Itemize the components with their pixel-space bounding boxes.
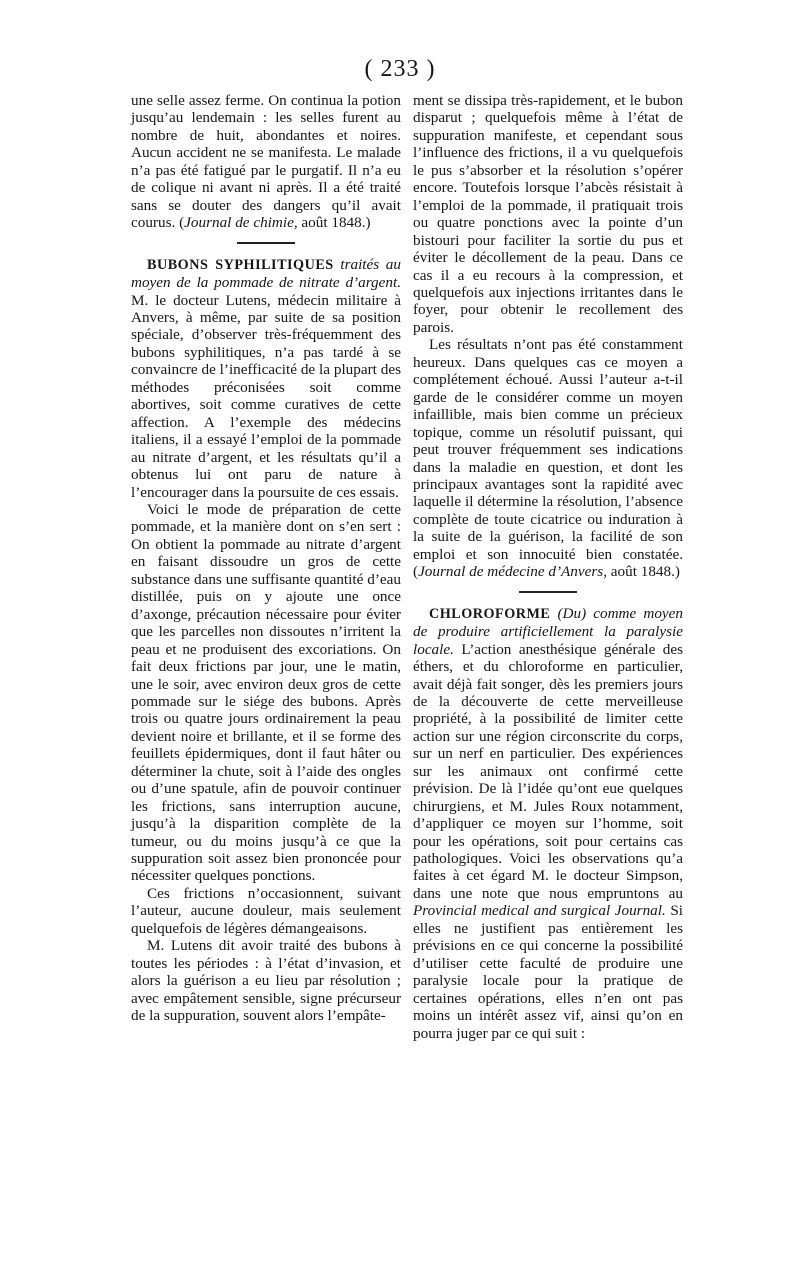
paragraph-continuation: ment se dissipa très-rapidement, et le bubon disparut ; quelquefois même à l’état de suppuration manifeste, et cependant sous l’influence des frictions, il a vu quelquefois le pus s’absorber et la résolution s’opérer encore. Toutefois lorsque l’abcès résistait à l’emploi de la pommade, il pratiquait trois ou quatre ponctions avec la pointe d’un bistouri pour faciliter la sortie du pus et éviter le décollement de la peau. Dans ce cas il a eu recours à la compression, et quelquefois aux injections irritantes dans le foyer, pour obtenir le recollement des parois. — [413, 92, 683, 336]
right-column — [413, 92, 683, 1042]
page-number: ( 233 ) — [364, 56, 436, 82]
paragraph: Ces frictions n’occasionnent, suivant l’auteur, aucune douleur, mais seulement quelquefois de légères démangeaisons. — [131, 884, 401, 937]
paragraph-text: Les résultats n’ont pas été constamment heureux. Dans quelques cas ce moyen a complétement échoué. Aussi l’auteur a-t-il garde de le considérer comme un moyen infaillible, mais bien comme un précieux topique, comme un résolutif puissant, qui peut trouver fréquemment ses indications dans la maladie en question, et dont les principaux avantages sont la rapidité avec laquelle il détermine la résolution, l’absence complète de toute cicatrice ou induration à la suite de la guérison, la facilité de son emploi et son innocuité bien constatée. ( — [413, 336, 683, 581]
article-text: M. le docteur Lutens, médecin militaire à Anvers, à même, par suite de sa position spéciale, d’observer très-fréquemment des bubons syphilitiques, n’a pas tardé à se convaincre de l’inefficacité de la plupart des méthodes préconisées soit comme abortives, soit comme curatives de cette affection. A l’exemple des médecins italiens, il a essayé l’emploi de la pommade au nitrate d’argent, et les résultats qu’il a obtenus lui ont paru de nature à l’encourager dans la poursuite de ces essais. — [131, 291, 401, 501]
paragraph-continuation — [131, 92, 401, 232]
paragraph: M. Lutens dit avoir traité des bubons à toutes les périodes : à l’état d’invasion, et alors la guérison a eu lieu par résolution ; avec empâtement sensible, signe précurseur de la suppuration, souvent alors l’empâte- — [131, 937, 401, 1025]
article-subtitle: traités au moyen de la pommade de nitrate d’argent. — [131, 255, 401, 292]
paragraph: Voici le mode de préparation de cette pommade, et la manière dont on s’en sert : On obtient la pommade au nitrate d’argent en faisant dissoudre un gros de cette substance dans une suffisante quantité d’eau distillée, puis on y ajoute une once d’axonge, précaution nécessaire pour éviter que les parcelles non dissoutes n’irritent la peau et ne produisent des excoriations. On fait deux frictions par jour, une le matin, une le soir, avec environ deux gros de cette pommade sur le siége des bubons. Après trois ou quatre jours ordinairement la peau devient noire et brillante, et il se forme des feuillets épidermiques, dont il faut hâter ou déterminer la chute, soit à l’aide des ongles ou d’une spatule, afin de pouvoir continuer les frictions, sans interruption aucune, jusqu’à la disparition complète de la tumeur, ou du moins jusqu’à ce que la suppuration soit assez bien prononcée pour nécessiter quelques ponctions. — [131, 500, 401, 885]
section-divider — [237, 242, 295, 244]
left-column — [131, 92, 401, 1025]
journal-citation: Journal de chimie, — [184, 214, 298, 232]
article-text-end: Si elles ne justifient pas entièrement les prévisions en ce qui concerne la possibilité d’utiliser cette faculté de produire une paralysie locale pour la pratique de certaines opérations, elles n’en ont pas moins un intérêt assez vif, ainsi qu’on en pourra juger par ce qui suit : — [413, 902, 683, 1042]
citation-date: août 1848.) — [297, 214, 371, 232]
paragraph — [413, 336, 683, 580]
citation-date: août 1848.) — [607, 563, 680, 581]
paragraph-text: une selle assez ferme. On continua la potion jusqu’au lendemain : les selles furent au nombre de huit, abondantes et noires. Aucun accident ne se manifesta. Le malade n’a pas été fatigué par le purgatif. Il n’a eu de colique ni avant ni après. Il a été traité sans se douter des dangers qu’il avait courus. ( — [131, 92, 401, 232]
article-heading: BUBONS SYPHILITIQUES — [147, 256, 334, 273]
article-chloroforme — [413, 605, 683, 1042]
article-heading: CHLOROFORME — [429, 605, 551, 622]
article-text: L’action anesthésique générale des éthers, et du chloroforme en particulier, avait déjà fait songer, dès les premiers jours de la découverte de cette merveilleuse propriété, à la possibilité de limiter cette action sur une région circonscrite du corps, sur un nerf en particulier. Des expériences sur les animaux ont confirmé cette prévision. De là l’idée qu’ont eue quelques chirurgiens, et M. Jules Roux notamment, d’appliquer ce moyen sur l’homme, soit pour les opérations, soit pour certains cas pathologiques. Voici les observations qu’a faites à cet égard M. le docteur Simpson, dans une note que nous empruntons au — [413, 640, 683, 902]
journal-citation: Provincial medical and surgical Journal. — [413, 902, 666, 920]
section-divider — [519, 591, 577, 593]
journal-citation: Journal de médecine d’Anvers, — [418, 563, 607, 581]
article-subtitle: (Du) comme moyen de produire artificiellement la paralysie locale. — [413, 604, 683, 658]
article-bubons — [131, 256, 401, 501]
